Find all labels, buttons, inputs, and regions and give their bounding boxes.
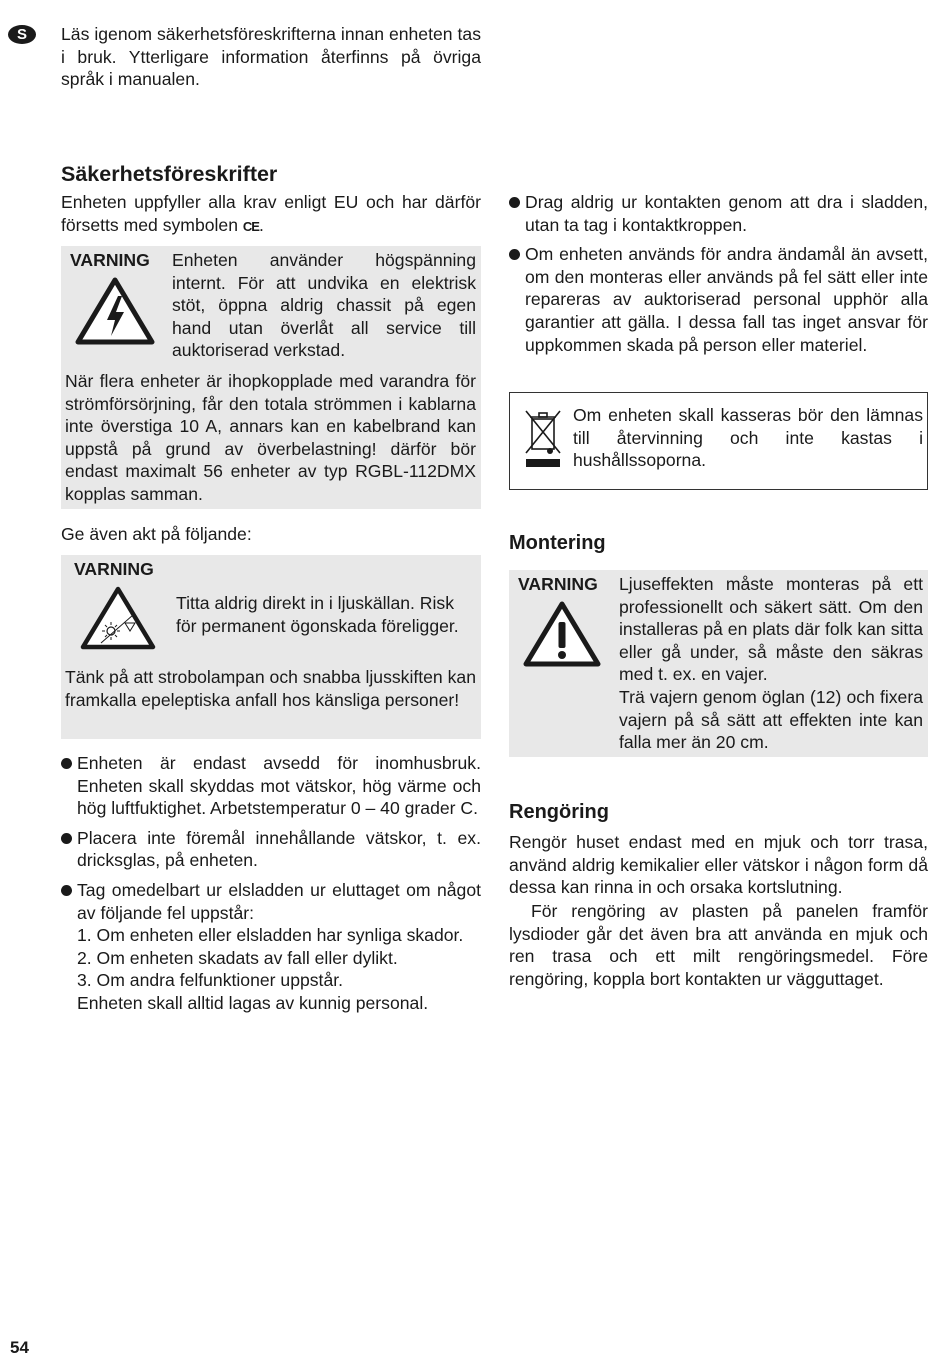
cleaning-paragraph-2: För rengöring av plasten på panelen framför lysdioder går det även bra att använda en mjuk och ren trasa och ett milt rengöringsmedel. Före rengöring, koppla bort kontakten ur vägguttaget. (509, 901, 928, 989)
high-voltage-warning-icon (74, 276, 156, 346)
ce-text: Enheten uppfyller alla krav enligt EU och har därför försetts med symbolen CE. (61, 192, 481, 235)
bullet-icon (61, 885, 72, 896)
bullet-icon (61, 833, 72, 844)
warning-box-mounting (509, 570, 928, 757)
warning-label: VARNING (70, 250, 150, 270)
fault-item: 3. Om andra felfunktioner uppstår. (77, 970, 344, 991)
mounting-warning-text: Ljuseffekten måste monteras på ett professionellt och säkert sätt. Om den installeras på en plats där folk kan sitta eller gå under, så måste den säkras med t. ex. en vajer. (619, 574, 923, 685)
warning-box-high-voltage (61, 246, 481, 509)
weee-crossed-bin-icon (522, 405, 564, 471)
observe-text: Ge även akt på följande: (61, 524, 252, 544)
list-item: Tag omedelbart ur elsladden ur eluttaget om något av följande fel uppstår: 1. Om enheten eller elsladden har synliga skador. 2. Om enheten skadats av fall eller dylikt. 3. Om andra felfunktioner uppstår. Enheten skall alltid lagas av kunnig personal. (61, 879, 481, 1015)
ce-mark: CE (242, 218, 259, 234)
page-number: 54 (10, 1338, 29, 1357)
fault-item: 1. Om enheten eller elsladden har synliga skador. (77, 925, 464, 946)
mounting-title: Montering (509, 532, 606, 554)
intro-text: Läs igenom säkerhetsföreskrifterna innan enheten tas i bruk. Ytterligare information återfinns på övriga språk i manualen. (61, 24, 481, 90)
disposal-box (509, 392, 928, 490)
list-item: Om enheten används för andra ändamål än avsett, om den monteras eller används på fel sätt eller inte repareras av auktoriserad personal upphör alla garantier att gälla. I dessa fall tas inget ansvar för uppkommen skada på person eller materiel. (509, 243, 928, 356)
light-hazard-warning-icon (79, 585, 157, 651)
safety-bullets-left (61, 752, 481, 1022)
warning-label: VARNING (74, 559, 154, 579)
list-item: Drag aldrig ur kontakten genom att dra i sladden, utan ta tag i kontaktkroppen. (509, 191, 928, 236)
mounting-warning-text-2: Trä vajern genom öglan (12) och fixera vajern på så sätt att effekten inte kan falla mer än 20 cm. (619, 687, 923, 753)
bullet-icon (509, 197, 520, 208)
warning2-text: Titta aldrig direkt in i ljuskällan. Risk för permanent ögonskada föreligger. (176, 593, 459, 636)
fault-item: 2. Om enheten skadats av fall eller dylikt. (77, 947, 398, 968)
repair-note: Enheten skall alltid lagas av kunnig personal. (77, 992, 429, 1013)
warning1-extra: När flera enheter är ihopkopplade med varandra för strömförsörjning, får den totala strömmen i kablarna inte överstiga 10 A, annars kan en kabelbrand kan uppstå på grund av överbelastning! därför bör endast maximalt 56 enheter av typ RGBL-112DMX kopplas samman. (65, 371, 476, 504)
list-item: Enheten är endast avsedd för inomhusbruk. Enheten skall skyddas mot vätskor, hög värme och hög luftfuktighet. Arbetstemperatur 0 – 40 grader C. (61, 752, 481, 820)
safety-title: Säkerhetsföreskrifter (61, 162, 278, 186)
disposal-text: Om enheten skall kasseras bör den lämnas till återvinning och inte kastas i hushållssoporna. (573, 405, 923, 471)
cleaning-paragraph: Rengör huset endast med en mjuk och torr trasa, använd aldrig kemikalier eller vätskor i någon form då dessa kan rinna in och orsaka kortslutning. (509, 832, 928, 898)
fault-list (77, 924, 481, 992)
bullet-icon (509, 249, 520, 260)
warning1-text: Enheten använder högspänning internt. För att undvika en elektrisk stöt, öppna aldrig chassit på egen hand utan överlåt all service till auktoriserad verkstad. (172, 250, 476, 361)
warning-label: VARNING (518, 574, 598, 594)
bullet-icon (61, 758, 72, 769)
list-item: Placera inte föremål innehållande vätskor, t. ex. dricksglas, på enheten. (61, 827, 481, 872)
warning2-extra: Tänk på att strobolampan och snabba ljusskiften kan framkalla epeleptiska anfall hos känsliga personer! (65, 667, 476, 710)
warning-box-light (61, 555, 481, 739)
safety-bullets-right (509, 191, 928, 363)
general-warning-icon (522, 600, 602, 668)
cleaning-title: Rengöring (509, 801, 609, 823)
ce-sentence: Enheten uppfyller alla krav enligt EU och har därför försetts med symbolen (61, 192, 481, 235)
language-badge: S (8, 25, 36, 44)
